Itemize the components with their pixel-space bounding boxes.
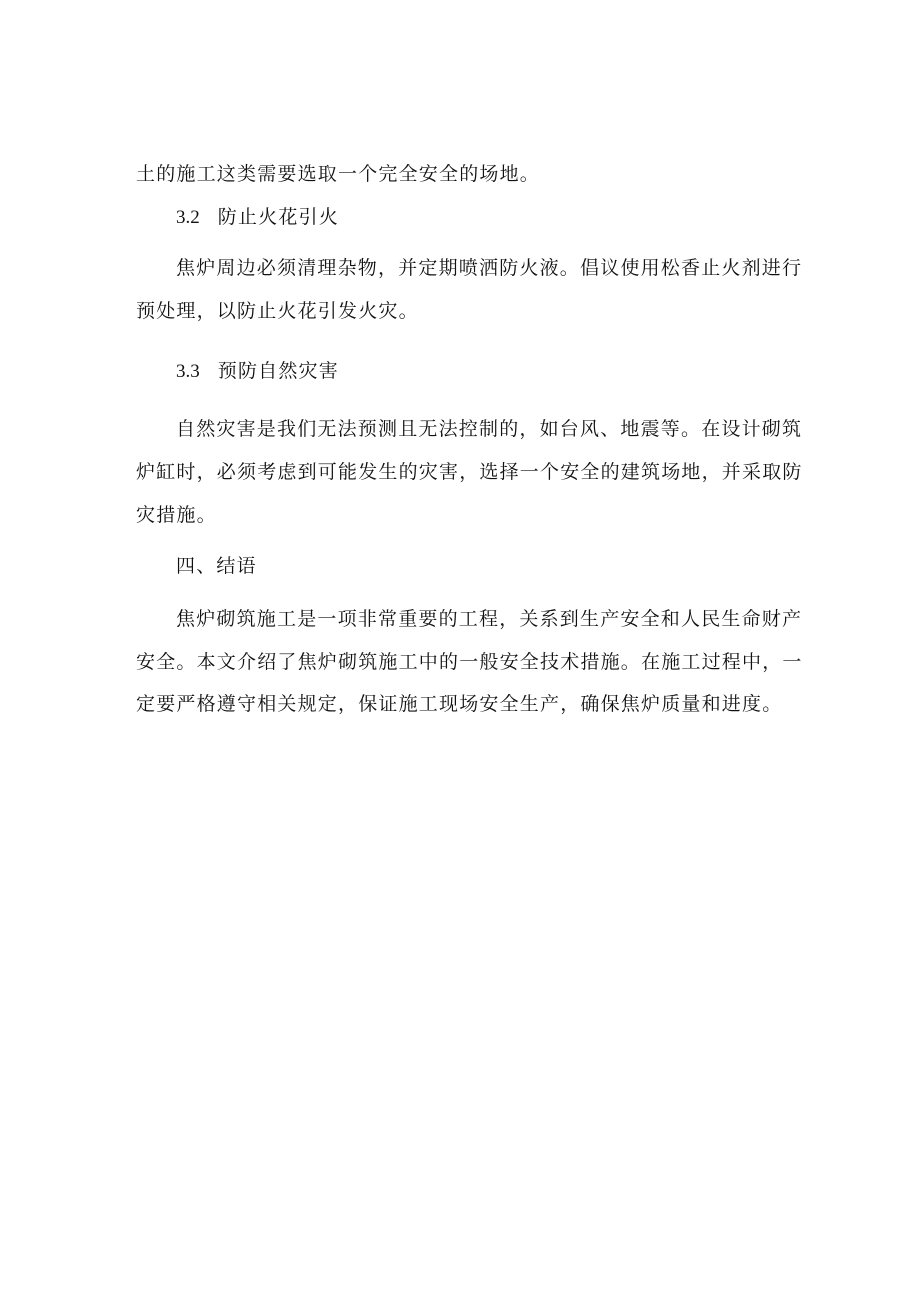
section-4-heading: 四、结语 bbox=[176, 555, 257, 577]
section-3-3-paragraph-line-2: 炉缸时，必须考虑到可能发生的灾害，选择一个安全的建筑场地，并采取防 bbox=[136, 461, 803, 483]
section-3-2-number: 3.2 bbox=[176, 207, 200, 228]
section-3-3-paragraph-line-1: 自然灾害是我们无法预测且无法控制的，如台风、地震等。在设计砌筑 bbox=[176, 418, 803, 440]
section-4-paragraph-line-1: 焦炉砌筑施工是一项非常重要的工程，关系到生产安全和人民生命财产 bbox=[176, 608, 803, 630]
section-3-3-paragraph-line-3: 灾措施。 bbox=[136, 504, 217, 526]
section-3-2-heading bbox=[176, 205, 339, 230]
section-4-paragraph-line-3: 定要严格遵守相关规定，保证施工现场安全生产，确保焦炉质量和进度。 bbox=[136, 693, 783, 715]
section-3-3-number: 3.3 bbox=[176, 361, 200, 382]
section-3-2-paragraph-line-1: 焦炉周边必须清理杂物，并定期喷洒防火液。倡议使用松香止火剂进行 bbox=[176, 257, 803, 279]
continuation-paragraph: 土的施工这类需要选取一个完全安全的场地。 bbox=[136, 163, 541, 185]
section-3-3-heading bbox=[176, 359, 339, 384]
section-4-paragraph-line-2: 安全。本文介绍了焦炉砌筑施工中的一般安全技术措施。在施工过程中，一 bbox=[136, 651, 803, 673]
section-3-2-title: 防止火花引火 bbox=[217, 206, 339, 228]
section-3-3-title: 预防自然灾害 bbox=[217, 360, 339, 382]
section-3-2-paragraph-line-2: 预处理，以防止火花引发火灾。 bbox=[136, 300, 419, 322]
